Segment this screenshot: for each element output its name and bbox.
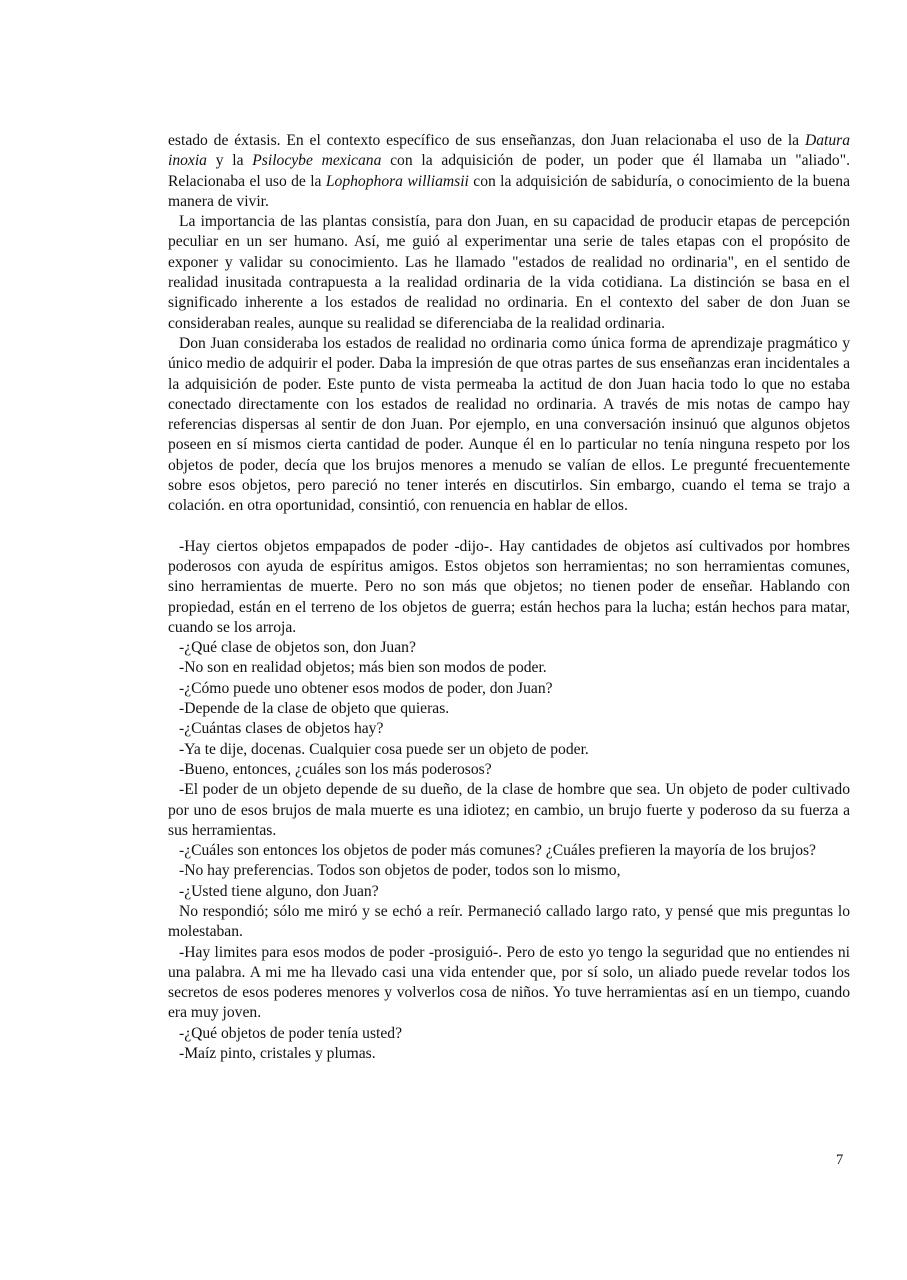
dialogue-line: -¿Qué objetos de poder tenía usted? <box>179 1024 402 1042</box>
dialogue-paragraph: -Hay ciertos objetos empapados de poder -dijo-. Hay cantidades de objetos así cultivados por hombres poderosos con ayuda de espíritus amigos. Estos objetos son herramientas; no son herramientas comunes, sino herramientas de muerte. Pero no son más que objetos; no tienen poder de enseñar. Hablando con propiedad, están en el terreno de los objetos de guerra; están hechos para la lucha; están hechos para matar, cuando se los arroja. <box>168 537 850 636</box>
dialogue-line: -¿Cuáles son entonces los objetos de poder más comunes? ¿Cuáles prefieren la mayoría de los brujos? <box>179 842 816 860</box>
paragraph-text: con la adquisición de sabiduría, o conocimiento de la buena manera de vivir. <box>168 172 850 210</box>
dialogue-line: -¿Cómo puede uno obtener esos modos de poder, don Juan? <box>179 679 553 697</box>
species-name: Datura inoxia <box>168 132 850 170</box>
paragraph-1 <box>168 131 850 212</box>
paragraph-text: con la adquisición de poder, un poder que él llamaba un "aliado". Relacionaba el uso de la <box>168 152 850 190</box>
dialogue-line: -¿Qué clase de objetos son, don Juan? <box>179 639 416 657</box>
paragraph-text: y la <box>206 152 253 170</box>
paragraph-2: La importancia de las plantas consistía, para don Juan, en su capacidad de producir etapas de percepción peculiar en un ser humano. Así, me guió al experimentar una serie de tales etapas con el propósito de exponer y validar su conocimiento. Las he llamado "estados de realidad no ordinaria", en el sentido de realidad inusitada contrapuesta a la realidad ordinaria de la vida cotidiana. La distinción se basa en el significado inherente a los estados de realidad no ordinaria. En el contexto del saber de don Juan se consideraban reales, aunque su realidad se diferenciaba de la realidad ordinaria. <box>168 213 850 332</box>
dialogue-line: -¿Cuántas clases de objetos hay? <box>179 720 384 738</box>
dialogue-line: -El poder de un objeto depende de su dueño, de la clase de hombre que sea. Un objeto de poder cultivado por uno de esos brujos de mala muerte es una idiotez; en cambio, un brujo fuerte y poderoso da su fuerza a sus herramientas. <box>168 781 850 839</box>
species-name: Lophophora williamsii <box>325 172 469 190</box>
dialogue-line: -¿Usted tiene alguno, don Juan? <box>179 882 379 900</box>
dialogue-line: -Ya te dije, docenas. Cualquier cosa puede ser un objeto de poder. <box>179 740 589 758</box>
dialogue-line: -No hay preferencias. Todos son objetos de poder, todos son lo mismo, <box>179 862 621 880</box>
dialogue-line: -Depende de la clase de objeto que quieras. <box>179 700 450 718</box>
dialogue-line: -No son en realidad objetos; más bien son modos de poder. <box>179 659 547 677</box>
page-body <box>168 131 850 1064</box>
species-name: Psilocybe mexicana <box>252 152 382 170</box>
narration-line: No respondió; sólo me miró y se echó a reír. Permaneció callado largo rato, y pensé que mis preguntas lo molestaban. <box>168 902 850 941</box>
dialogue-line: -Bueno, entonces, ¿cuáles son los más poderosos? <box>179 760 492 778</box>
dialogue-line: -Maíz pinto, cristales y plumas. <box>179 1045 376 1063</box>
paragraph-text: estado de éxtasis. En el contexto específico de sus enseñanzas, don Juan relacionaba el uso de la <box>168 132 805 149</box>
dialogue-line: -Hay limites para esos modos de poder -prosiguió-. Pero de esto yo tengo la seguridad que no entiendes ni una palabra. A mi me ha llevado casi una vida entender que, por sí solo, un aliado puede revelar todos los secretos de esos poderes menores y volverlos cosa de niños. Yo tuve herramientas así en un tiempo, cuando era muy joven. <box>168 943 850 1022</box>
page-number: 7 <box>836 1152 844 1168</box>
paragraph-3: Don Juan consideraba los estados de realidad no ordinaria como única forma de aprendizaje pragmático y único medio de adquirir el poder. Daba la impresión de que otras partes de sus enseñanzas eran incidentales a la adquisición de poder. Este punto de vista permeaba la actitud de don Juan hacia todo lo que no estaba conectado directamente con los estados de realidad no ordinaria. A través de mis notas de campo hay referencias dispersas al sentir de don Juan. Por ejemplo, en una conversación insinuó que algunos objetos poseen en sí mismos cierta cantidad de poder. Aunque él en lo particular no tenía ninguna respeto por los objetos de poder, decía que los brujos menores a menudo se valían de ellos. Le pregunté frecuentemente sobre esos objetos, pero pareció no tener interés en discutirlos. Sin embargo, cuando el tema se trajo a colación. en otra oportunidad, consintió, con renuencia en hablar de ellos. <box>168 334 850 515</box>
